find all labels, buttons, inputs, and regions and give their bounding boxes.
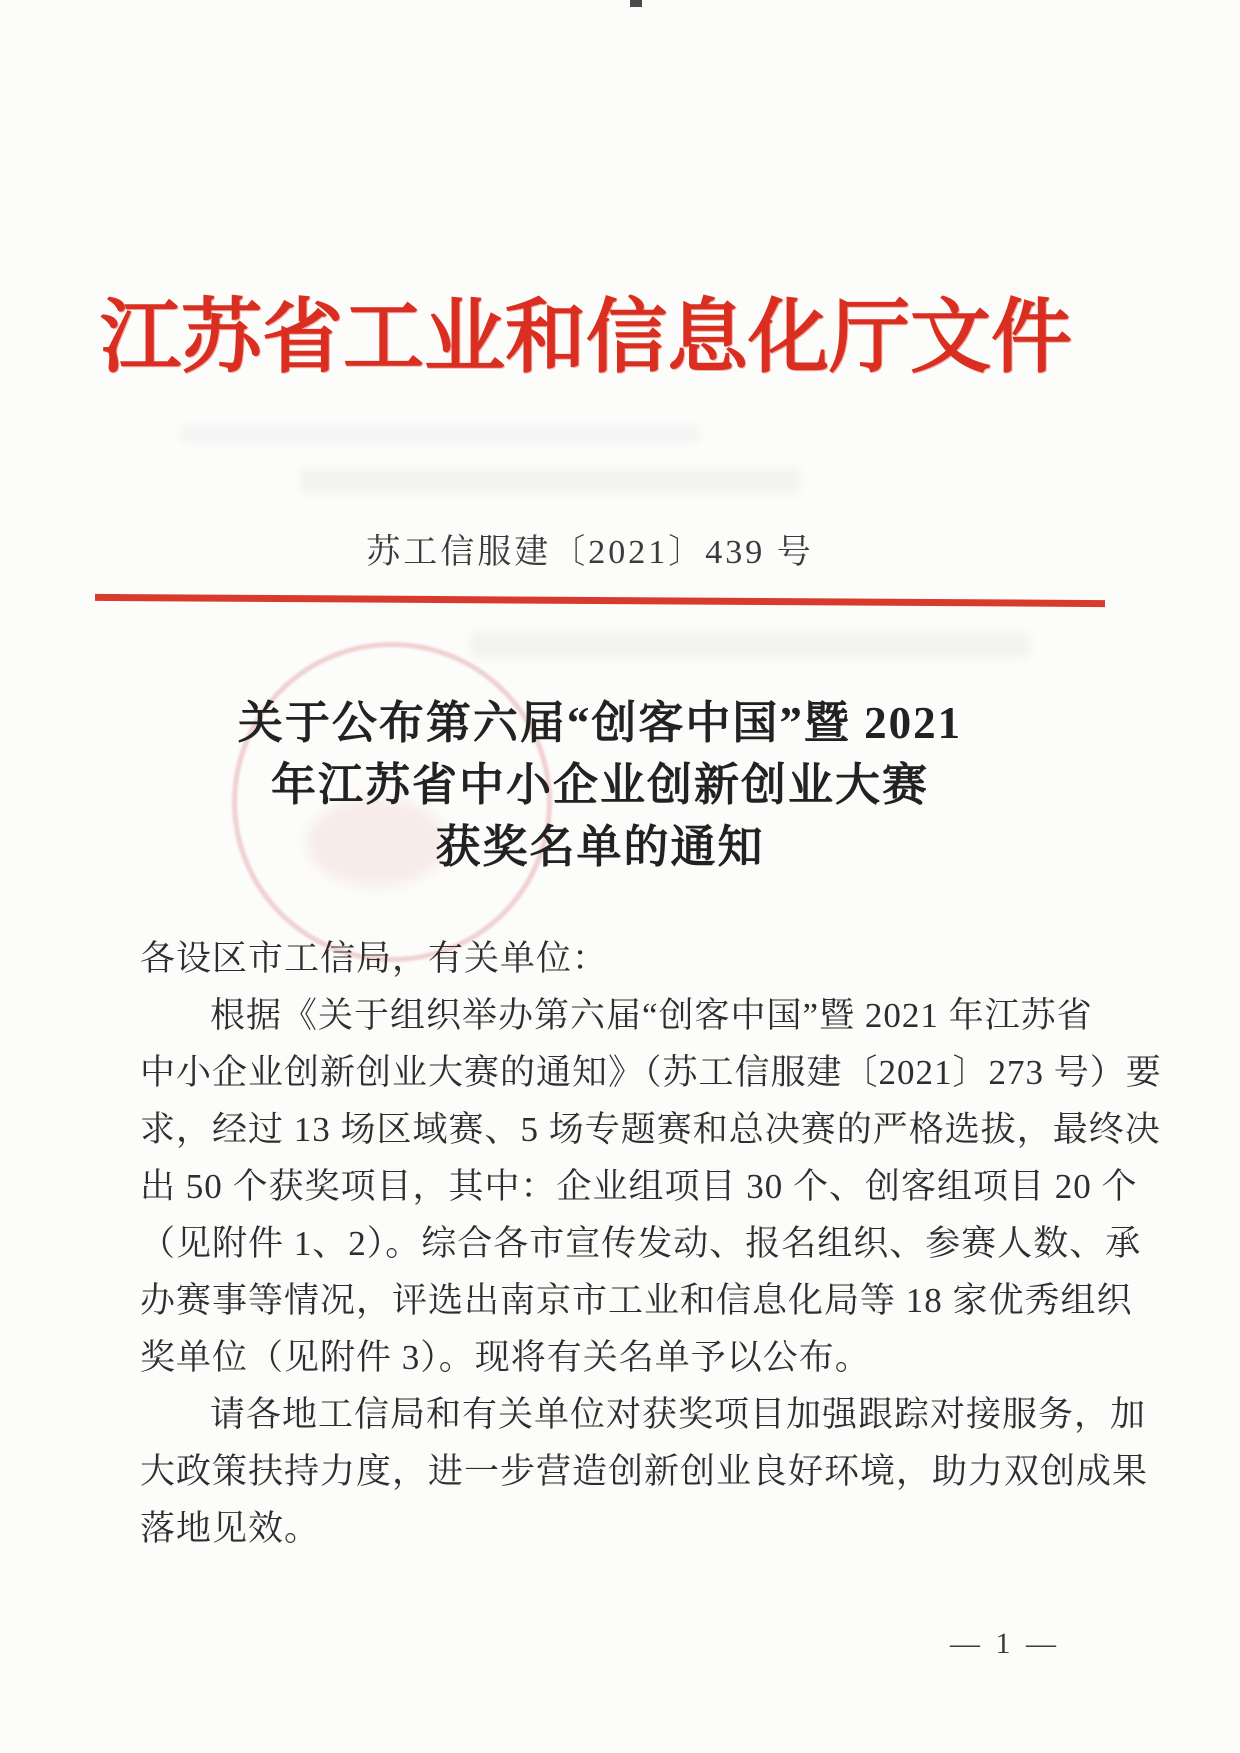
notice-title-line-2: 年江苏省中小企业创新创业大赛 (270, 760, 929, 810)
notice-title-line-3: 获奖名单的通知 (435, 822, 765, 872)
body-line: （见附件 1、2）。综合各市宣传发动、报名组织、参赛人数、承 (140, 1224, 1142, 1263)
notice-title (0, 692, 1200, 878)
body-line: 大政策扶持力度，进一步营造创新创业良好环境，助力双创成果 (140, 1452, 1149, 1491)
document-reference-number: 苏工信服建〔2021〕439 号 (366, 534, 814, 571)
bleed-through-smudge (180, 425, 700, 443)
body-line: 办赛事等情况，评选出南京市工业和信息化局等 18 家优秀组织 (140, 1281, 1133, 1320)
document-body (140, 930, 1162, 1557)
agency-letterhead-title: 江苏省工业和信息化厅文件 (100, 293, 1073, 383)
page-number: — 1 — (950, 1627, 1060, 1660)
bleed-through-smudge (300, 468, 800, 494)
body-line: 中小企业创新创业大赛的通知》（苏工信服建〔2021〕273 号）要 (140, 1053, 1162, 1092)
body-line: 奖单位（见附件 3）。现将有关名单予以公布。 (140, 1338, 871, 1377)
body-line: 请各地工信局和有关单位对获奖项目加强跟踪对接服务，加 (210, 1395, 1147, 1434)
bleed-through-smudge (470, 632, 1030, 658)
body-line: 求，经过 13 场区域赛、5 场专题赛和总决赛的严格选拔，最终决 (140, 1110, 1161, 1149)
red-separator-rule (95, 594, 1105, 607)
scan-artifact-mark (630, 0, 642, 7)
notice-title-line-1: 关于公布第六届“创客中国”暨 2021 (237, 698, 963, 748)
salutation-line: 各设区市工信局，有关单位： (140, 939, 609, 978)
body-line: 根据《关于组织举办第六届“创客中国”暨 2021 年江苏省 (210, 996, 1093, 1035)
body-line: 落地见效。 (140, 1509, 321, 1548)
body-line: 出 50 个获奖项目，其中：企业组项目 30 个、创客组项目 20 个 (140, 1167, 1138, 1206)
